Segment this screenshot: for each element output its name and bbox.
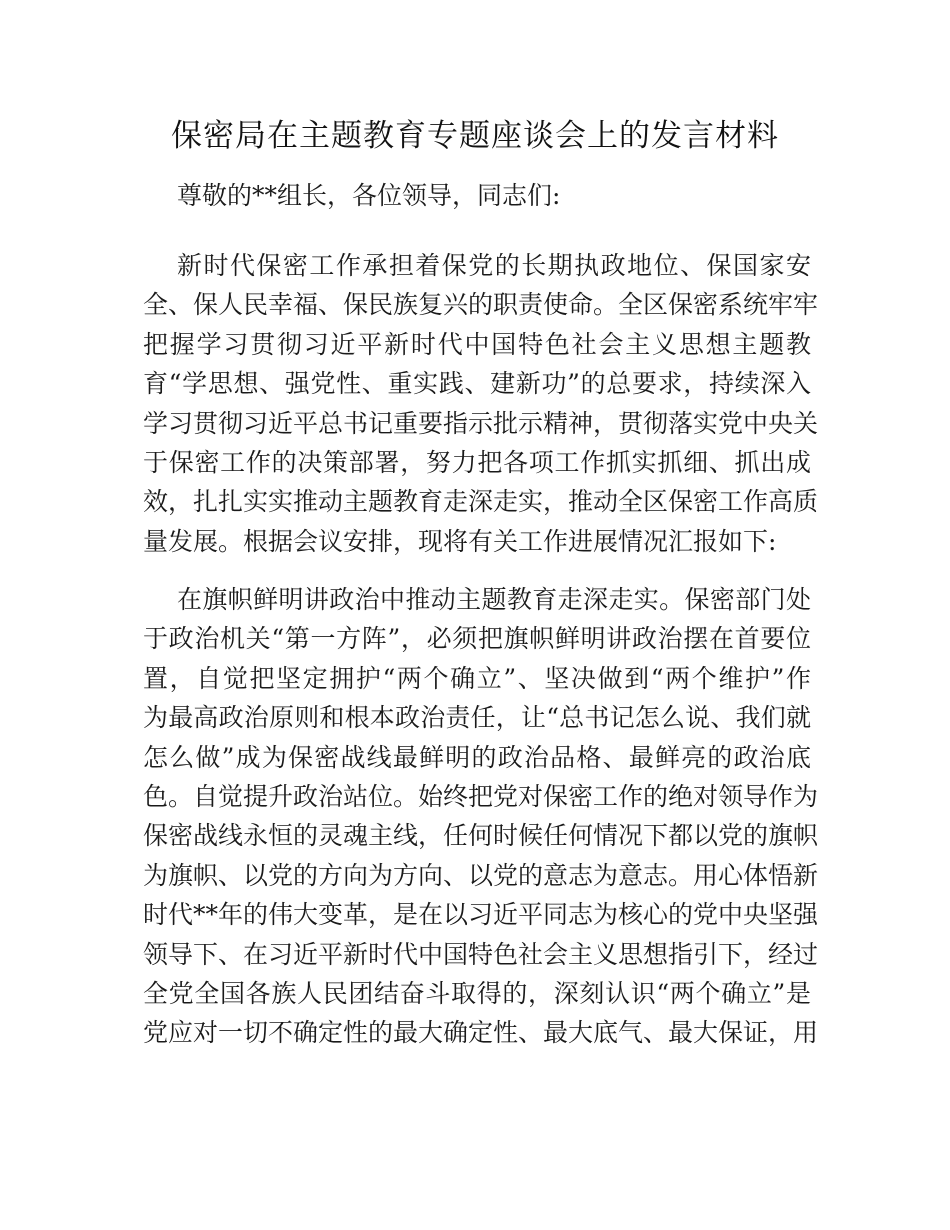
paragraph-line: 怎么做”成为保密战线最鲜明的政治品格、最鲜亮的政治底 [143,742,811,772]
paragraph-line: 于保密工作的决策部署，努力把各项工作抓实抓细、抓出成 [143,447,811,477]
paragraph-line: 育“学思想、强党性、重实践、建新功”的总要求，持续深入 [143,369,811,399]
document-title: 保密局在主题教育专题座谈会上的发言材料 [171,118,779,154]
paragraph-line: 在旗帜鲜明讲政治中推动主题教育走深走实。保密部门处 [177,585,811,614]
paragraph-line: 党应对一切不确定性的最大确定性、最大底气、最大保证，用 [143,1018,819,1048]
paragraph-line: 全、保人民幸福、保民族复兴的职责使命。全区保密系统牢牢 [143,290,819,320]
paragraph-1 [143,246,819,561]
paragraph-line: 色。自觉提升政治站位。始终把党对保密工作的绝对领导作为 [143,781,819,811]
salutation-line: 尊敬的**组长，各位领导，同志们: [177,181,561,210]
paragraph-line: 新时代保密工作承担着保党的长期执政地位、保国家安 [177,251,811,280]
paragraph-line: 为旗帜、以党的方向为方向、以党的意志为意志。用心体悟新 [143,860,819,890]
paragraph-line: 保密战线永恒的灵魂主线，任何时候任何情况下都以党的旗帜 [143,821,819,851]
paragraph-line: 为最高政治原则和根本政治责任，让“总书记怎么说、我们就 [143,703,811,733]
paragraph-line: 置，自觉把坚定拥护“两个确立”、坚决做到“两个维护”作 [143,663,811,693]
paragraph-line: 量发展。根据会议安排，现将有关工作进展情况汇报如下: [143,526,777,556]
paragraph-line: 全党全国各族人民团结奋斗取得的，深刻认识“两个确立”是 [143,978,811,1008]
paragraph-line: 把握学习贯彻习近平新时代中国特色社会主义思想主题教 [143,329,811,359]
paragraph-line: 于政治机关“第一方阵”，必须把旗帜鲜明讲政治摆在首要位 [143,624,811,654]
salutation-block [143,176,811,215]
paragraph-line: 效，扎扎实实推动主题教育走深走实，推动全区保密工作高质 [143,487,819,517]
paragraph-line: 时代**年的伟大变革，是在以习近平同志为核心的党中央坚强 [143,900,819,930]
paragraph-2 [143,580,819,1053]
paragraph-line: 领导下、在习近平新时代中国特色社会主义思想指引下，经过 [143,939,819,969]
paragraph-line: 学习贯彻习近平总书记重要指示批示精神，贯彻落实党中央关 [143,408,819,438]
